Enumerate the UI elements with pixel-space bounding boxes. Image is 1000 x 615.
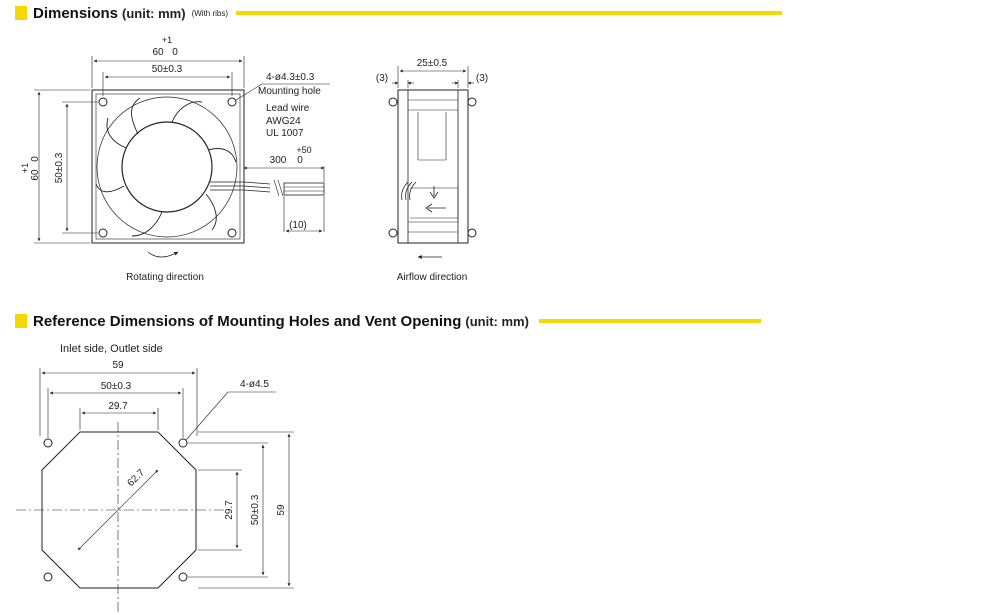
rotating-direction-caption: Rotating direction bbox=[126, 272, 204, 283]
blade bbox=[107, 118, 126, 148]
depth-label: 25±0.5 bbox=[416, 58, 448, 69]
ref-vert-vent: 29.7 bbox=[224, 500, 235, 520]
mounting-hole-icon bbox=[228, 98, 236, 106]
width-tol-lower: 0 bbox=[172, 47, 178, 58]
lead-wire-label: Lead wire bbox=[266, 103, 310, 114]
lead-length: 300 bbox=[269, 155, 287, 166]
mounting-hole-icon bbox=[44, 573, 52, 581]
mounting-hole-icon bbox=[99, 98, 107, 106]
left-arrow-icon bbox=[426, 204, 446, 212]
height-tol-lower: 0 bbox=[30, 156, 41, 162]
lead-tol-upper: +50 bbox=[296, 145, 312, 155]
mounting-hole-icon bbox=[179, 573, 187, 581]
lead-wire-end bbox=[284, 183, 324, 195]
blade bbox=[206, 194, 216, 230]
fan-frame bbox=[92, 90, 244, 243]
strip-length: (10) bbox=[289, 220, 307, 231]
fan-side-frame bbox=[398, 90, 468, 243]
ref-pitch: 50±0.3 bbox=[100, 381, 132, 392]
section-note: (With ribs) bbox=[191, 8, 229, 18]
blade bbox=[172, 102, 202, 122]
mounting-hole-spec: 4-ø4.3±0.3 bbox=[266, 72, 315, 83]
awg-label: AWG24 bbox=[266, 116, 301, 127]
ref-diameter: 62.7 bbox=[125, 467, 148, 490]
mounting-hole-icon bbox=[228, 229, 236, 237]
ref-hole: 4-ø4.5 bbox=[240, 379, 269, 390]
blade bbox=[208, 149, 236, 163]
blade bbox=[132, 212, 162, 236]
mounting-hole-label: Mounting hole bbox=[258, 86, 321, 97]
height-tol-upper: +1 bbox=[20, 162, 30, 174]
section-unit: (unit: mm) bbox=[122, 5, 186, 21]
ref-vert-pitch: 50±0.3 bbox=[250, 494, 261, 526]
width-tol-upper: +1 bbox=[161, 35, 173, 45]
rib-left-label: (3) bbox=[375, 73, 389, 84]
mounting-hole-icon bbox=[44, 439, 52, 447]
hole-pitch-label: 50±0.3 bbox=[151, 64, 183, 75]
ref-vert-overall: 59 bbox=[276, 504, 287, 516]
ref-overall: 59 bbox=[112, 360, 124, 371]
reference-view bbox=[16, 368, 294, 612]
height-value: 60 bbox=[30, 169, 41, 181]
section-unit: (unit: mm) bbox=[465, 313, 529, 329]
width-value: 60 bbox=[152, 47, 164, 58]
vertical-pitch-label: 50±0.3 bbox=[54, 152, 65, 184]
lead-tol-lower: 0 bbox=[297, 155, 303, 166]
side-view bbox=[389, 66, 476, 257]
rib-right-label: (3) bbox=[475, 73, 489, 84]
side-label: Inlet side, Outlet side bbox=[60, 343, 163, 355]
blade bbox=[132, 98, 141, 134]
ref-vent: 29.7 bbox=[108, 401, 128, 412]
section-title: Reference Dimensions of Mounting Holes and Vent Opening bbox=[33, 312, 462, 330]
airflow-direction-caption: Airflow direction bbox=[396, 272, 468, 283]
mounting-hole-icon bbox=[99, 229, 107, 237]
section-title: Dimensions bbox=[33, 4, 119, 22]
hub bbox=[122, 122, 212, 212]
mounting-hole-icon bbox=[179, 439, 187, 447]
rotation-arrow-icon bbox=[148, 252, 178, 257]
ul-label: UL 1007 bbox=[266, 128, 304, 139]
